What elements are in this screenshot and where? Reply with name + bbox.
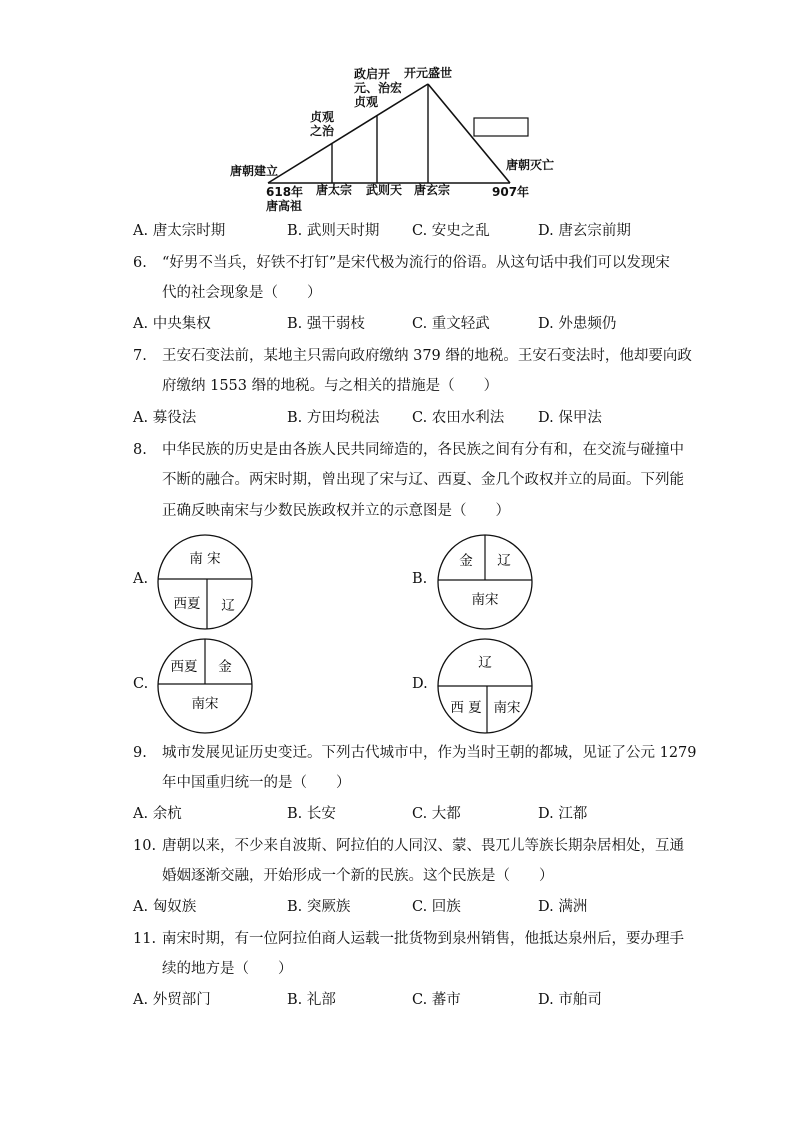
q11-option-a[interactable]: A. 外贸部门: [133, 992, 211, 1008]
q8-line-2: 不断的融合。两宋时期，曾出现了宋与辽、西夏、金几个政权并立的局面。下列能: [162, 472, 684, 488]
circle-b-right: 辽: [497, 553, 511, 569]
rising-line: [268, 84, 428, 183]
q6-line-2: 代的社会现象是（ ）: [162, 285, 322, 301]
year-end-label: 907年: [492, 185, 530, 199]
q9-option-b[interactable]: B. 长安: [287, 806, 336, 822]
q10-line-1: 唐朝以来，不少来自波斯、阿拉伯的人同汉、蒙、畏兀儿等族长期杂居相处，互通: [162, 838, 684, 854]
tang-timeline-diagram: [220, 60, 580, 220]
q6-number: 6.: [133, 255, 147, 271]
q10-line-2: 婚姻逐渐交融，开始形成一个新的民族。这个民族是（ ）: [162, 868, 554, 884]
q9-number: 9.: [133, 745, 147, 761]
q6-line-1: “好男不当兵，好铁不打钉”是宋代极为流行的俗语。从这句话中我们可以发现宋: [162, 255, 670, 271]
circle-a-outline: [158, 535, 252, 629]
q10-option-d[interactable]: D. 满洲: [538, 899, 588, 915]
q10-number: 10.: [133, 838, 157, 854]
q8-option-c-label[interactable]: C.: [133, 676, 149, 692]
q5-option-a[interactable]: A. 唐太宗时期: [133, 223, 226, 239]
q10-option-b[interactable]: B. 突厥族: [287, 899, 351, 915]
q9-option-d[interactable]: D. 江都: [538, 806, 588, 822]
q11-line-2: 续的地方是（ ）: [162, 961, 293, 977]
q8-circle-a[interactable]: [156, 533, 254, 631]
q8-option-d-label[interactable]: D.: [412, 676, 428, 692]
q7-option-b[interactable]: B. 方田均税法: [287, 410, 380, 426]
q5-option-d[interactable]: D. 唐玄宗前期: [538, 223, 631, 239]
q8-number: 8.: [133, 442, 147, 458]
zhengqi-line-2: 元、治宏: [354, 81, 403, 95]
circle-a-left: 西夏: [173, 596, 201, 612]
q11-option-b[interactable]: B. 礼部: [287, 992, 336, 1008]
kaiyuan-label: 开元盛世: [404, 66, 453, 80]
q6-option-d[interactable]: D. 外患频仍: [538, 316, 617, 332]
q7-number: 7.: [133, 348, 147, 364]
q9-option-c[interactable]: C. 大都: [412, 806, 461, 822]
falling-line: [428, 84, 510, 183]
zhenguan-label: [310, 110, 334, 138]
q8-line-1: 中华民族的历史是由各族人民共同缔造的，各民族之间有分有和，在交流与碰撞中: [162, 442, 684, 458]
gaozu-label: 唐高祖: [266, 199, 303, 213]
circle-d-left: 西 夏: [450, 700, 482, 716]
founded-label: 唐朝建立: [230, 164, 279, 178]
zhengqi-line-1: 政启开: [354, 67, 391, 81]
q8-option-a-label[interactable]: A.: [133, 571, 149, 587]
zhengqi-label: [354, 67, 402, 109]
q9-option-a[interactable]: A. 余杭: [133, 806, 182, 822]
q11-option-c[interactable]: C. 蕃市: [412, 992, 461, 1008]
circle-c-right: 金: [218, 659, 232, 675]
circle-b-left: 金: [459, 553, 473, 569]
taizong-label: 唐太宗: [316, 183, 353, 197]
q11-number: 11.: [133, 931, 157, 947]
q10-option-a[interactable]: A. 匈奴族: [133, 899, 197, 915]
q5-option-b[interactable]: B. 武则天时期: [287, 223, 380, 239]
q6-option-b[interactable]: B. 强干弱枝: [287, 316, 365, 332]
q6-option-c[interactable]: C. 重文轻武: [412, 316, 490, 332]
q8-circle-d[interactable]: [436, 637, 534, 735]
circle-c-left: 西夏: [170, 659, 198, 675]
circle-b-bottom: 南宋: [471, 592, 499, 608]
blank-box: [474, 118, 528, 136]
ended-label: 唐朝灭亡: [506, 158, 555, 172]
wuzetian-label: 武则天: [366, 183, 403, 197]
zhenguan-line-1: 贞观: [310, 110, 335, 124]
q7-line-1: 王安石变法前，某地主只需向政府缴纳 379 缗的地税。王安石变法时，他却要向政: [162, 348, 692, 364]
q11-option-d[interactable]: D. 市舶司: [538, 992, 602, 1008]
q8-circle-c[interactable]: [156, 637, 254, 735]
q11-line-1: 南宋时期，有一位阿拉伯商人运载一批货物到泉州销售，他抵达泉州后，要办理手: [162, 931, 684, 947]
q9-line-2: 年中国重归统一的是（ ）: [162, 775, 351, 791]
zhengqi-line-3: 贞观: [354, 95, 379, 109]
q8-option-b-label[interactable]: B.: [412, 571, 428, 587]
q9-line-1: 城市发展见证历史变迁。下列古代城市中，作为当时王朝的都城，见证了公元 1279: [162, 745, 697, 761]
zhenguan-line-2: 之治: [310, 124, 335, 138]
xuanzong-label: 唐玄宗: [414, 183, 451, 197]
q7-option-d[interactable]: D. 保甲法: [538, 410, 602, 426]
q6-option-a[interactable]: A. 中央集权: [133, 316, 211, 332]
year-start-label: 618年: [266, 185, 304, 199]
circle-d-right: 南宋: [493, 700, 521, 716]
circle-a-top: 南 宋: [189, 551, 221, 567]
q8-circle-b[interactable]: [436, 533, 534, 631]
q7-option-c[interactable]: C. 农田水利法: [412, 410, 505, 426]
q8-line-3: 正确反映南宋与少数民族政权并立的示意图是（ ）: [162, 503, 510, 519]
circle-c-bottom: 南宋: [191, 696, 219, 712]
circle-a-right: 辽: [221, 598, 235, 614]
q7-line-2: 府缴纳 1553 缗的地税。与之相关的措施是（ ）: [162, 378, 499, 394]
q5-option-c[interactable]: C. 安史之乱: [412, 223, 490, 239]
q10-option-c[interactable]: C. 回族: [412, 899, 461, 915]
circle-d-top: 辽: [478, 655, 492, 671]
q7-option-a[interactable]: A. 募役法: [133, 410, 197, 426]
